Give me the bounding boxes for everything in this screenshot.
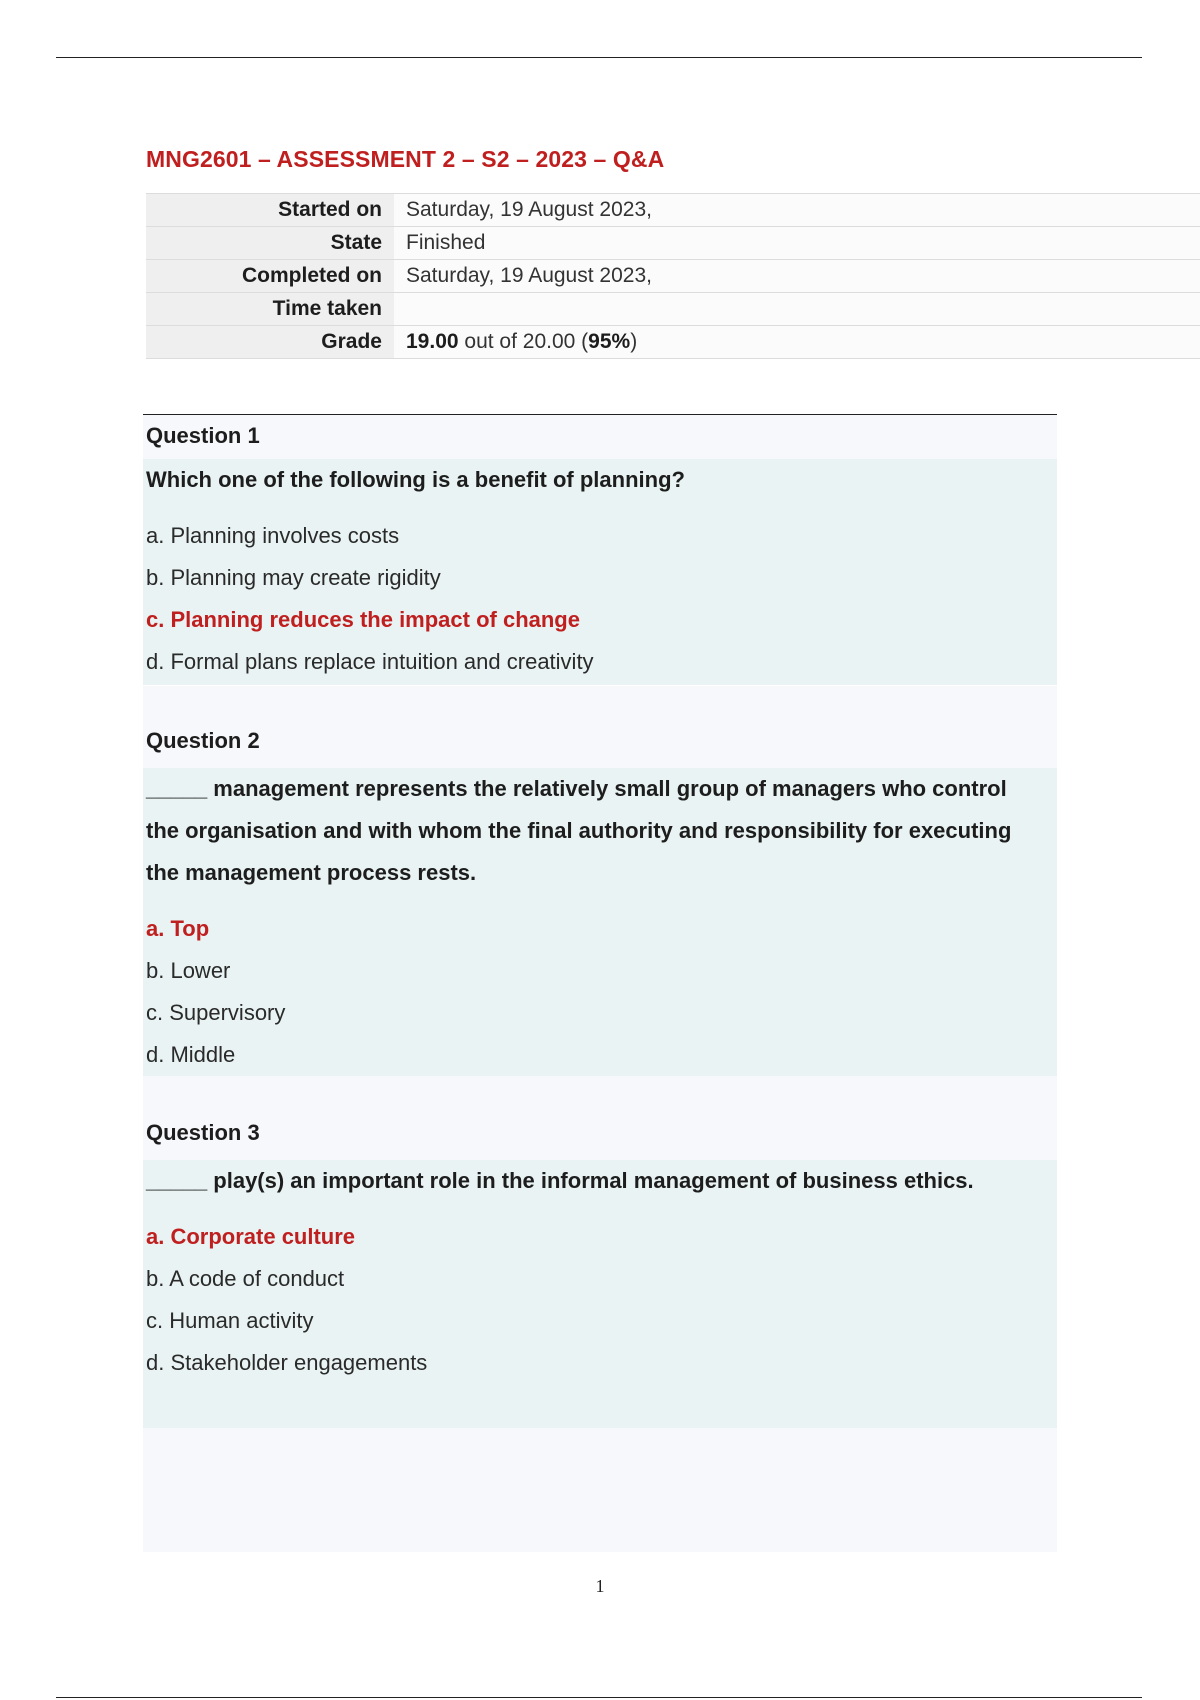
summary-row-time — [146, 293, 1200, 326]
attempt-summary-table — [146, 193, 1200, 359]
grade-mid: out of 20.00 ( — [458, 330, 589, 353]
question-body — [143, 1160, 1057, 1428]
question-label: Question 2 — [143, 686, 1057, 768]
answer-option-c: c. Supervisory — [146, 1000, 286, 1025]
summary-row-started — [146, 194, 1200, 227]
summary-row-grade — [146, 326, 1200, 359]
top-rule — [56, 57, 1142, 58]
grade-value — [394, 326, 1200, 359]
answer-option-d: d. Middle — [146, 1042, 236, 1067]
started-on-value: Saturday, 19 August 2023, — [394, 194, 1200, 227]
completed-on-value: Saturday, 19 August 2023, — [394, 260, 1200, 293]
answer-option-c: c. Human activity — [146, 1308, 314, 1333]
answer-option-b: b. A code of conduct — [146, 1266, 345, 1291]
question-label: Question 1 — [143, 415, 1057, 459]
answer-option-d: d. Formal plans replace intuition and creativity — [146, 649, 594, 674]
question-text: _____ management represents the relatively small group of managers who control the organisation and with whom the final authority and responsibility for executing the management process rests. — [146, 776, 1012, 885]
answer-option-a-correct: a. Corporate culture — [146, 1224, 356, 1249]
question-3 — [143, 1076, 1057, 1428]
question-label: Question 3 — [143, 1076, 1057, 1160]
grade-end: ) — [630, 330, 638, 353]
time-taken-value — [394, 293, 1200, 326]
question-2 — [143, 686, 1057, 1076]
bottom-rule — [56, 1697, 1142, 1698]
state-value: Finished — [394, 227, 1200, 260]
answer-option-b: b. Planning may create rigidity — [146, 565, 441, 590]
question-body — [143, 768, 1057, 1076]
question-1 — [143, 414, 1057, 685]
next-question-area — [143, 1428, 1057, 1552]
completed-on-label: Completed on — [146, 260, 394, 293]
document-title: MNG2601 – ASSESSMENT 2 – S2 – 2023 – Q&A — [146, 146, 665, 172]
summary-row-state — [146, 227, 1200, 260]
started-on-label: Started on — [146, 194, 394, 227]
question-text: _____ play(s) an important role in the informal management of business ethics. — [146, 1168, 974, 1193]
summary-row-completed — [146, 260, 1200, 293]
state-label: State — [146, 227, 394, 260]
answer-option-c-correct: c. Planning reduces the impact of change — [146, 607, 580, 632]
answer-option-b: b. Lower — [146, 958, 231, 983]
answer-option-a-correct: a. Top — [146, 916, 210, 941]
grade-percent: 95% — [588, 330, 631, 353]
question-text: Which one of the following is a benefit of planning? — [146, 467, 685, 492]
question-body — [143, 459, 1057, 685]
time-taken-label: Time taken — [146, 293, 394, 326]
grade-label: Grade — [146, 326, 394, 359]
answer-option-d: d. Stakeholder engagements — [146, 1350, 428, 1375]
grade-score: 19.00 — [406, 330, 459, 353]
answer-option-a: a. Planning involves costs — [146, 523, 400, 548]
page-number: 1 — [595, 1576, 605, 1596]
